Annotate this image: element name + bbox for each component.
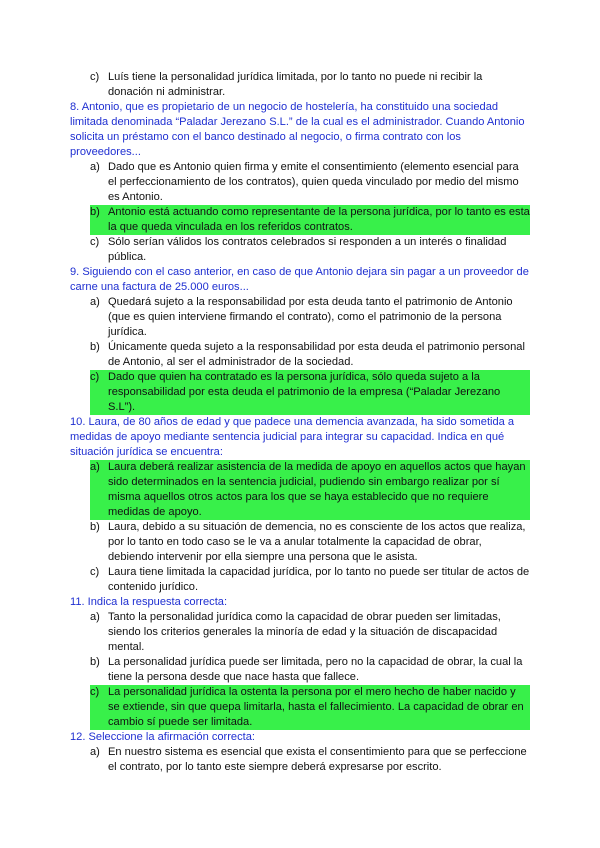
option-c-prev [90, 70, 530, 100]
option-label: a) [90, 461, 100, 473]
option-label: b) [90, 521, 100, 533]
option-label: b) [90, 656, 100, 668]
option-text: Antonio está actuando como representante de la persona jurídica, por lo tanto es esta la que queda vinculada en los referidos contratos. [108, 206, 530, 233]
option-text: En nuestro sistema es esencial que exista el consentimiento para que se perfeccione el contrato, por lo tanto este siempre deberá expresarse por escrito. [108, 746, 527, 773]
q11-option-c-highlighted [90, 685, 530, 730]
option-label: c) [90, 236, 100, 248]
question-8: 8. Antonio, que es propietario de un negocio de hostelería, ha constituido una sociedad limitada denominada “Paladar Jerezano S.L.” de la cual es el administrador. Cuando Antonio solicita un préstamo con el banco destinado al negocio, o firma contrato con los proveedores... [70, 101, 525, 158]
question-9: 9. Siguiendo con el caso anterior, en caso de que Antonio dejara sin pagar a un proveedor de carne una factura de 25.000 euros... [70, 266, 529, 293]
option-label: c) [90, 71, 100, 83]
question-10: 10. Laura, de 80 años de edad y que padece una demencia avanzada, ha sido sometida a medidas de apoyo mediante sentencia judicial para integrar su capacidad. Indica en qué situación jurídica se encuentra: [70, 416, 515, 458]
option-label: c) [90, 686, 100, 698]
option-text: La personalidad jurídica la ostenta la persona por el mero hecho de haber nacido y se extiende, sin que quepa limitarla, hasta el fallecimiento. La capacidad de obrar en cambio sí puede ser limitada. [108, 686, 524, 728]
question-12: 12. Seleccione la afirmación correcta: [70, 731, 255, 743]
option-label: c) [90, 371, 100, 383]
option-text: Sólo serían válidos los contratos celebrados si responden a un interés o finalidad pública. [108, 236, 507, 263]
q12-option-a [90, 745, 530, 775]
option-text: Quedará sujeto a la responsabilidad por esta deuda tanto el patrimonio de Antonio (que es quien interviene firmando el contrato), como el patrimonio de la persona jurídica. [108, 296, 513, 338]
option-text: Luís tiene la personalidad jurídica limitada, por lo tanto no puede ni recibir la donación ni administrar. [108, 71, 483, 98]
option-text: Laura, debido a su situación de demencia, no es consciente de los actos que realiza, por lo tanto en todo caso se le va a anular totalmente la capacidad de obrar, debiendo intervenir por ella siempre una persona que le asista. [108, 521, 526, 563]
option-text: Tanto la personalidad jurídica como la capacidad de obrar pueden ser limitadas, siendo los criterios generales la minoría de edad y la situación de discapacidad mental. [108, 611, 501, 653]
option-label: a) [90, 746, 100, 758]
option-text: Únicamente queda sujeto a la responsabilidad por esta deuda el patrimonio personal de Antonio, al ser el administrador de la sociedad. [108, 341, 525, 368]
option-text: Dado que es Antonio quien firma y emite el consentimiento (elemento esencial para el perfeccionamiento de los contratos), quien queda vinculado por medio del mismo es Antonio. [108, 161, 519, 203]
q8-option-c [90, 235, 530, 265]
q8-option-b-highlighted [90, 205, 530, 235]
q8-option-a [90, 160, 530, 205]
option-label: a) [90, 296, 100, 308]
q9-option-b [90, 340, 530, 370]
q10-option-c [90, 565, 530, 595]
option-label: b) [90, 206, 100, 218]
option-text: Laura deberá realizar asistencia de la medida de apoyo en aquellos actos que hayan sido determinados en la sentencia judicial, pudiendo sin embargo realizar por sí misma aquellos otros actos para los que se haya establecido que no requiere medidas de apoyo. [108, 461, 526, 518]
q11-option-b [90, 655, 530, 685]
option-text: Laura tiene limitada la capacidad jurídica, por lo tanto no puede ser titular de actos de contenido jurídico. [108, 566, 530, 593]
q10-option-b [90, 520, 530, 565]
question-11: 11. Indica la respuesta correcta: [70, 596, 228, 608]
option-label: a) [90, 161, 100, 173]
option-label: a) [90, 611, 100, 623]
option-text: Dado que quien ha contratado es la persona jurídica, sólo queda sujeto a la responsabilidad por esta deuda el patrimonio de la empresa (“Paladar Jerezano S.L”). [108, 371, 501, 413]
option-label: b) [90, 341, 100, 353]
q11-option-a [90, 610, 530, 655]
q9-option-c-highlighted [90, 370, 530, 415]
q10-option-a-highlighted [90, 460, 530, 520]
q9-option-a [90, 295, 530, 340]
option-label: c) [90, 566, 100, 578]
option-text: La personalidad jurídica puede ser limitada, pero no la capacidad de obrar, la cual la tiene la persona desde que nace hasta que fallece. [108, 656, 523, 683]
